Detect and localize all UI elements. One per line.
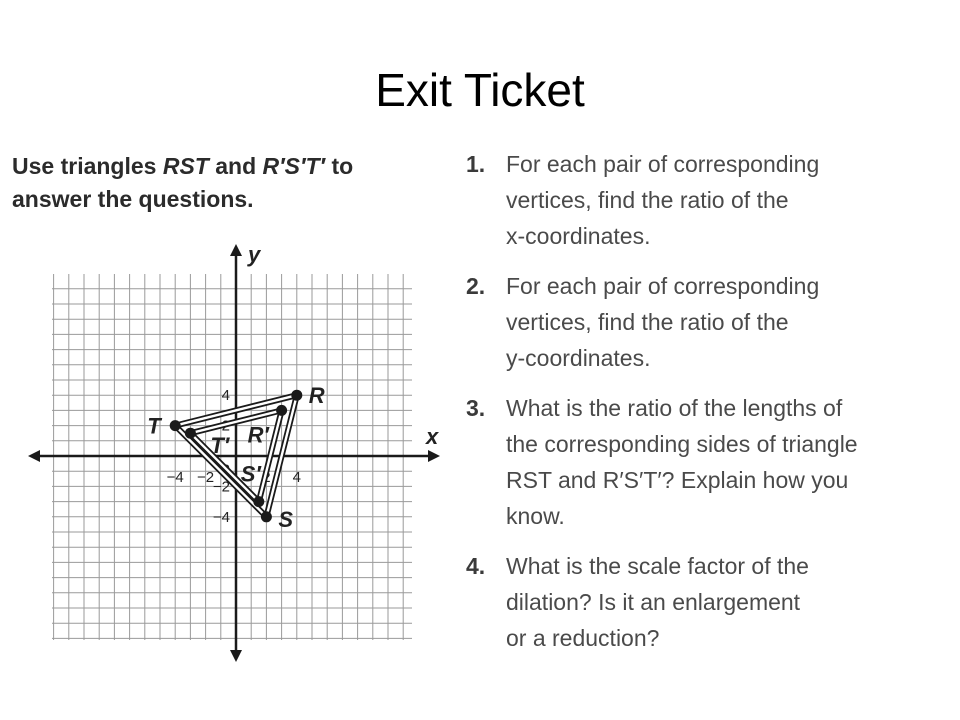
y-tick-label: 2	[221, 417, 230, 435]
question-line: What is the scale factor of the	[506, 553, 809, 579]
vertex-label: R′	[247, 422, 269, 448]
x-axis-arrow-right	[428, 450, 440, 462]
y-tick-label: 4	[221, 387, 230, 405]
question-line: RST and R′S′T′? Explain how you	[506, 467, 849, 493]
question-line: know.	[506, 503, 565, 529]
question-line: or a reduction?	[506, 625, 660, 651]
instructions-text-3: to answer the questions.	[12, 153, 354, 212]
slide-title: Exit Ticket	[375, 64, 585, 116]
instructions-text-1: Use triangles	[12, 153, 163, 179]
question-line: dilation? Is it an enlargement	[506, 589, 801, 615]
vertex-point	[253, 496, 264, 507]
question-line: the corresponding sides of triangle	[506, 431, 858, 457]
y-axis-arrow-down	[230, 650, 242, 662]
x-tick-label: 4	[292, 469, 301, 486]
vertex-label: R	[308, 383, 325, 409]
question-line: What is the ratio of the lengths of	[506, 395, 843, 421]
question-line: For each pair of corresponding	[506, 273, 820, 299]
vertex-point	[170, 420, 181, 431]
vertex-point	[261, 511, 272, 522]
question-number: 1.	[466, 151, 486, 177]
x-tick-label: 2	[262, 469, 271, 486]
question-text	[506, 548, 956, 656]
question-line: vertices, find the ratio of the	[506, 187, 789, 213]
question-line: y-coordinates.	[506, 345, 651, 371]
question-text	[506, 390, 956, 534]
x-axis-label: x	[426, 424, 439, 449]
question-line: For each pair of corresponding	[506, 151, 820, 177]
x-tick-label: −2	[197, 469, 215, 486]
question-line: vertices, find the ratio of the	[506, 309, 789, 335]
x-axis-arrow-left	[28, 450, 40, 462]
triangle-name-rst: RST	[162, 153, 209, 179]
y-tick-label: −4	[212, 508, 230, 526]
instructions-text-2: and	[208, 153, 263, 179]
vertex-point	[185, 428, 196, 439]
y-axis-label: y	[248, 242, 261, 267]
vertex-label: T	[147, 413, 161, 439]
y-tick-label: −2	[212, 478, 230, 496]
question-text	[506, 268, 956, 376]
y-axis-arrow-up	[230, 244, 242, 256]
vertex-label: S′	[240, 461, 261, 487]
vertex-point	[291, 390, 302, 401]
question-number: 2.	[466, 273, 486, 299]
question-text	[506, 146, 956, 254]
origin-label: 0	[220, 461, 230, 480]
vertex-point	[276, 405, 287, 416]
x-tick-label: −4	[166, 469, 184, 486]
axes	[28, 242, 440, 662]
question-number: 3.	[466, 395, 486, 421]
question-line: x-coordinates.	[506, 223, 651, 249]
vertex-label: T′	[210, 433, 230, 459]
question-number: 4.	[466, 553, 486, 579]
vertex-label: S	[278, 506, 294, 532]
triangle-name-rst-prime: R′S′T′	[262, 153, 326, 179]
